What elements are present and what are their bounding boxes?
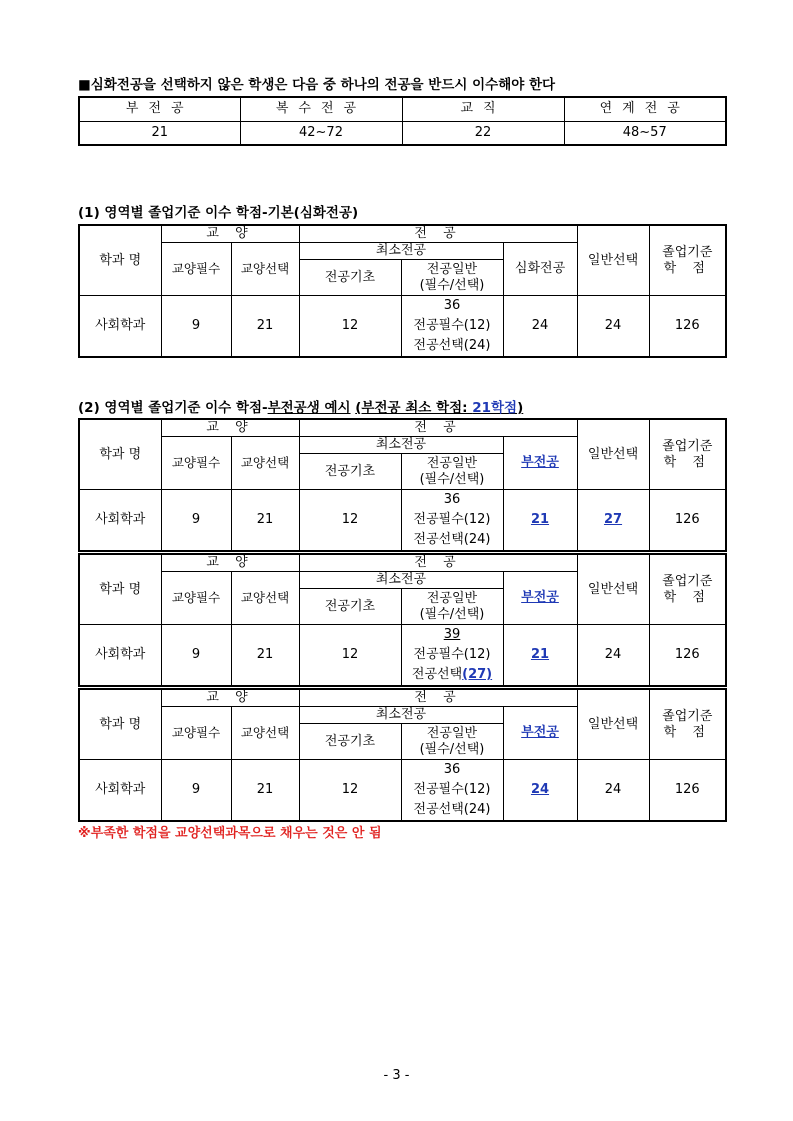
general-elective-header: 교양선택: [231, 437, 299, 490]
major-basic-header: 전공기초: [299, 260, 401, 296]
min-major-header: 최소전공: [299, 572, 503, 589]
grad-credits-line1: 졸업기준: [662, 708, 713, 724]
dept-name-cell: 사회학과: [79, 760, 161, 822]
major-basic-header: 전공기초: [299, 724, 401, 760]
general-elective-header: 교양선택: [231, 243, 299, 296]
minor-value: 21: [530, 647, 550, 662]
general-header: 교 양: [161, 554, 299, 572]
grad-credits-line1: 졸업기준: [662, 573, 713, 589]
free-elective-header: 일반선택: [577, 554, 649, 625]
grad-credits-line2: 학 점: [663, 260, 711, 276]
major-general-total: 36: [443, 762, 461, 777]
major-general-total: 36: [443, 492, 461, 507]
minor-header: [503, 572, 577, 625]
major-elective-line: [402, 665, 503, 685]
major-header: 전 공: [299, 419, 577, 437]
minor-header-label: 부전공: [521, 725, 559, 740]
major-header: 전 공: [299, 225, 577, 243]
grad-credits-line2: 학 점: [663, 724, 711, 740]
section2-heading: [78, 396, 523, 416]
dept-name-cell: 사회학과: [79, 625, 161, 687]
grad-credits-cell: 126: [649, 296, 726, 358]
minor-header: [503, 707, 577, 760]
section2-heading-min-credits-value: 21학점: [472, 400, 518, 416]
major-general-cell: [401, 296, 503, 358]
warning-note: ※부족한 학점을 교양선택과목으로 채우는 것은 안 됨: [78, 826, 382, 841]
grad-credits-line1: 졸업기준: [662, 244, 713, 260]
dept-name-header: 학과 명: [79, 419, 161, 490]
major-general-line1: 전공일반: [426, 725, 478, 741]
value-linked-major: 48~57: [564, 121, 726, 145]
header-minor: 부전공: [79, 97, 240, 121]
minor-header-label: 부전공: [521, 455, 559, 470]
major-general-total: 39: [443, 627, 461, 642]
general-elective-cell: 21: [231, 296, 299, 358]
required-major-table: [78, 96, 727, 146]
free-elective-cell: [577, 490, 649, 552]
major-required-line: 전공필수(12): [413, 647, 491, 662]
credit-table-minor-c: [78, 688, 727, 822]
minor-header-label: 부전공: [521, 590, 559, 605]
major-basic-cell: 12: [299, 625, 401, 687]
section1-heading: (1) 영역별 졸업기준 이수 학점-기본(심화전공): [78, 205, 359, 221]
major-basic-cell: 12: [299, 296, 401, 358]
min-major-header: 최소전공: [299, 437, 503, 454]
general-elective-cell: 21: [231, 625, 299, 687]
major-general-line1: 전공일반: [426, 590, 478, 606]
credit-table-minor-b: [78, 553, 727, 687]
free-elective-cell: 24: [577, 760, 649, 822]
dept-name-cell: 사회학과: [79, 490, 161, 552]
general-required-header: 교양필수: [161, 437, 231, 490]
page-number: - 3 -: [383, 1068, 410, 1083]
dept-name-cell: 사회학과: [79, 296, 161, 358]
minor-cell: [503, 625, 577, 687]
major-general-cell: [401, 760, 503, 822]
major-general-line1: 전공일반: [426, 455, 478, 471]
major-elective-highlight: (27): [462, 667, 493, 682]
major-general-header: [401, 724, 503, 760]
general-elective-header: 교양선택: [231, 707, 299, 760]
grad-credits-header: [649, 689, 726, 760]
grad-credits-cell: 126: [649, 625, 726, 687]
value-minor: 21: [79, 121, 240, 145]
free-elective-value: 27: [603, 512, 623, 527]
major-general-header: [401, 454, 503, 490]
grad-credits-cell: 126: [649, 490, 726, 552]
grad-credits-line2: 학 점: [663, 454, 711, 470]
section2-heading-min-credits-a: (부전공 최소 학점:: [355, 400, 473, 416]
major-general-total: 36: [443, 298, 461, 313]
free-elective-header: 일반선택: [577, 689, 649, 760]
grad-credits-header: [649, 554, 726, 625]
general-required-cell: 9: [161, 296, 231, 358]
general-required-cell: 9: [161, 490, 231, 552]
major-general-line2: (필수/선택): [419, 741, 485, 757]
general-required-header: 교양필수: [161, 243, 231, 296]
major-required-line: 전공필수(12): [413, 318, 491, 333]
general-required-cell: 9: [161, 760, 231, 822]
major-general-cell: [401, 490, 503, 552]
major-header: 전 공: [299, 689, 577, 707]
header-teaching: 교직: [402, 97, 564, 121]
general-elective-header: 교양선택: [231, 572, 299, 625]
general-elective-cell: 21: [231, 760, 299, 822]
minor-cell: [503, 760, 577, 822]
grad-credits-line1: 졸업기준: [662, 438, 713, 454]
section2-heading-min-credits-c: ): [517, 400, 524, 416]
dept-name-header: 학과 명: [79, 554, 161, 625]
value-teaching: 22: [402, 121, 564, 145]
general-required-header: 교양필수: [161, 707, 231, 760]
major-general-header: [401, 260, 503, 296]
general-header: 교 양: [161, 419, 299, 437]
grad-credits-header: [649, 419, 726, 490]
major-elective-line: 전공선택(24): [413, 532, 491, 547]
major-elective-line: 전공선택(24): [413, 802, 491, 817]
top-heading: ■심화전공을 선택하지 않은 학생은 다음 중 하나의 전공을 반드시 이수해야 한다: [78, 77, 556, 93]
major-general-cell: [401, 625, 503, 687]
minor-value: 21: [530, 512, 550, 527]
major-basic-header: 전공기초: [299, 589, 401, 625]
major-required-line: 전공필수(12): [413, 782, 491, 797]
major-general-line2: (필수/선택): [419, 606, 485, 622]
grad-credits-line2: 학 점: [663, 589, 711, 605]
major-header: 전 공: [299, 554, 577, 572]
major-basic-cell: 12: [299, 490, 401, 552]
free-elective-cell: 24: [577, 625, 649, 687]
grad-credits-cell: 126: [649, 760, 726, 822]
general-required-header: 교양필수: [161, 572, 231, 625]
header-linked-major: 연계전공: [564, 97, 726, 121]
minor-header: [503, 437, 577, 490]
value-double-major: 42~72: [240, 121, 402, 145]
min-major-header: 최소전공: [299, 707, 503, 724]
advanced-major-header: 심화전공: [503, 243, 577, 296]
general-elective-cell: 21: [231, 490, 299, 552]
major-basic-cell: 12: [299, 760, 401, 822]
general-header: 교 양: [161, 225, 299, 243]
minor-value: 24: [530, 782, 550, 797]
minor-cell: [503, 490, 577, 552]
major-general-line2: (필수/선택): [419, 471, 485, 487]
major-general-header: [401, 589, 503, 625]
major-required-line: 전공필수(12): [413, 512, 491, 527]
dept-name-header: 학과 명: [79, 225, 161, 296]
grad-credits-header: [649, 225, 726, 296]
section2-heading-minor-example: 부전공생 예시: [267, 400, 351, 416]
major-general-line1: 전공일반: [426, 261, 478, 277]
advanced-major-cell: 24: [503, 296, 577, 358]
free-elective-header: 일반선택: [577, 225, 649, 296]
major-general-line2: (필수/선택): [419, 277, 485, 293]
general-header: 교 양: [161, 689, 299, 707]
free-elective-header: 일반선택: [577, 419, 649, 490]
major-basic-header: 전공기초: [299, 454, 401, 490]
header-double-major: 복수전공: [240, 97, 402, 121]
major-elective-prefix: 전공선택: [411, 667, 463, 682]
general-required-cell: 9: [161, 625, 231, 687]
dept-name-header: 학과 명: [79, 689, 161, 760]
major-elective-line: 전공선택(24): [413, 338, 491, 353]
free-elective-cell: 24: [577, 296, 649, 358]
section2-heading-prefix: (2) 영역별 졸업기준 이수 학점-: [78, 400, 268, 416]
section2-heading-min-credits: [355, 400, 523, 416]
credit-table-minor-a: [78, 418, 727, 552]
credit-table-basic: [78, 224, 727, 358]
min-major-header: 최소전공: [299, 243, 503, 260]
